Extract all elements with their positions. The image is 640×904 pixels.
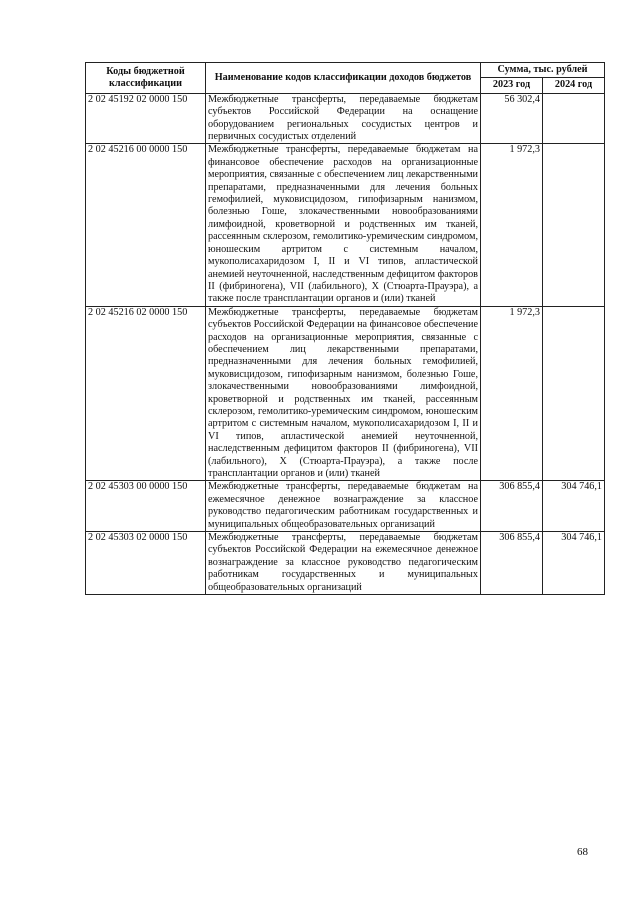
sum-2023: 1 972,3 xyxy=(481,144,543,306)
budget-code: 2 02 45216 00 0000 150 xyxy=(86,144,206,306)
sum-2024 xyxy=(543,93,605,144)
sum-2023: 306 855,4 xyxy=(481,481,543,532)
header-year-2024: 2024 год xyxy=(543,78,605,93)
income-name: Межбюджетные трансферты, передаваемые бюджетам на финансовое обеспечение расходов на организационные мероприятия, связанные с обеспечением лиц лекарственными препаратами, предназначенными для лечения больных гемофилией, муковисцидозом, гипофизарным нанизмом, болезнью Гоше, злокачественными новообразованиями лимфоидной, кроветворной и родственных им тканей, рассеянным склерозом, гемолитико-уремическим синдромом, юношеским артритом с системным началом, мукополисахаридозом I, II и VI типов, апластической анемией неуточненной, наследственным дефицитом факторов II (фибриногена), VII (лабильного), X (Стюарта-Прауэра), а также после трансплантации органов и (или) тканей xyxy=(206,144,481,306)
sum-2023: 306 855,4 xyxy=(481,532,543,595)
table-row xyxy=(86,481,605,532)
income-name: Межбюджетные трансферты, передаваемые бюджетам на ежемесячное денежное вознаграждение за классное руководство педагогическим работникам государственных и муниципальных общеобразовательных организаций xyxy=(206,481,481,532)
sum-2023: 56 302,4 xyxy=(481,93,543,144)
page-number: 68 xyxy=(577,846,588,858)
budget-code: 2 02 45303 02 0000 150 xyxy=(86,532,206,595)
sum-2024: 304 746,1 xyxy=(543,481,605,532)
table-row xyxy=(86,306,605,481)
income-name: Межбюджетные трансферты, передаваемые бюджетам субъектов Российской Федерации на ежемесячное денежное вознаграждение за классное руководство педагогическим работникам государственных и муниципальных общеобразовательных организаций xyxy=(206,532,481,595)
budget-income-table xyxy=(85,62,605,595)
header-sum: Сумма, тыс. рублей xyxy=(481,63,605,78)
budget-code: 2 02 45303 00 0000 150 xyxy=(86,481,206,532)
sum-2024 xyxy=(543,144,605,306)
budget-code: 2 02 45192 02 0000 150 xyxy=(86,93,206,144)
table-row xyxy=(86,532,605,595)
header-year-2023: 2023 год xyxy=(481,78,543,93)
income-name: Межбюджетные трансферты, передаваемые бюджетам субъектов Российской Федерации на оснащение оборудованием региональных сосудистых центров и первичных сосудистых отделений xyxy=(206,93,481,144)
sum-2023: 1 972,3 xyxy=(481,306,543,481)
header-row xyxy=(86,63,605,78)
header-name: Наименование кодов классификации доходов бюджетов xyxy=(206,63,481,94)
income-name: Межбюджетные трансферты, передаваемые бюджетам субъектов Российской Федерации на финансовое обеспечение расходов на организационные мероприятия, связанные с обеспечением лиц лекарственными препаратами, предназначенными для лечения больных гемофилией, муковисцидозом, гипофизарным нанизмом, болезнью Гоше, злокачественными новообразованиями лимфоидной, кроветворной и родственных им тканей, рассеянным склерозом, гемолитико-уремическим синдромом, юношеским артритом с системным началом, мукополисахаридозом I, II и VI типов, апластической анемией неуточненной, наследственным дефицитом факторов II (фибриногена), VII (лабильного), X (Стюарта-Прауэра), а также после трансплантации органов и (или) тканей xyxy=(206,306,481,481)
header-code: Коды бюджетной классификации xyxy=(86,63,206,94)
budget-code: 2 02 45216 02 0000 150 xyxy=(86,306,206,481)
sum-2024 xyxy=(543,306,605,481)
table-row xyxy=(86,144,605,306)
table-row xyxy=(86,93,605,144)
sum-2024: 304 746,1 xyxy=(543,532,605,595)
